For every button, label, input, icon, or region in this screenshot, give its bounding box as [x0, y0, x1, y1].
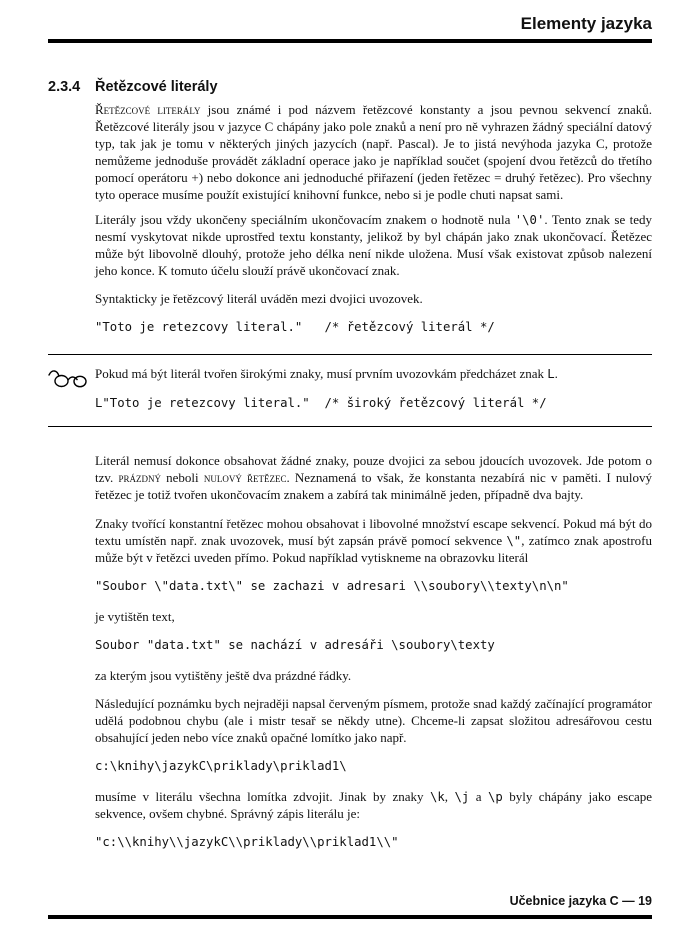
paragraph-5 [95, 516, 652, 567]
inline-code: \p [487, 790, 503, 805]
inline-code: '\0' [514, 212, 545, 227]
code-listing-escape-example: "Soubor \"data.txt\" se zachazi v adresari \\soubory\\texty\n\n" [95, 578, 569, 593]
paragraph-1 [95, 102, 652, 203]
note-text-segment: . [554, 366, 558, 382]
section-heading [48, 79, 652, 95]
paragraph-text: . Neznamená to však, že konstanta nezabírá nic v paměti. I nulový řetězec je totiž tvořen ukončovacím znakem a zabírá tak minimálně jeden, případně dva bajty. [95, 470, 653, 503]
inline-code: L [547, 367, 555, 382]
glasses-icon [48, 376, 88, 393]
paragraph-2 [95, 212, 652, 280]
body-column-bottom [95, 453, 652, 851]
note-text [95, 366, 652, 383]
smallcaps-term: nulový řetězec [203, 470, 287, 486]
page-footer [48, 894, 652, 919]
paragraph-text: Literály jsou vždy ukončeny speciálním ukončovacím znakem o hodnotě nula [95, 211, 515, 227]
paragraph-text: byly chápány jako escape sekvence, ovšem chybné. Správný zápis literálu je: [95, 789, 653, 822]
code-listing-correct-path: "c:\\knihy\\jazykC\\priklady\\priklad1\\" [95, 834, 399, 849]
note-icon-cell [48, 366, 95, 414]
paragraph-text: a [469, 789, 488, 805]
paragraph-text: , zatímco znak apostrofu může být v řetězci uveden přímo. Pokud například vytiskneme na obrazovku literál [95, 532, 652, 565]
paragraph-3: Syntakticky je řetězcový literál uváděn mezi dvojici uvozovek. [95, 291, 423, 307]
note-block [48, 354, 652, 427]
paragraph-6: je vytištěn text, [95, 608, 175, 624]
code-listing-printed-output: Soubor "data.txt" se nachází v adresáři \soubory\texty [95, 637, 495, 652]
section-number: 2.3.4 [48, 79, 81, 96]
smallcaps-term: Řetězcové literály [95, 102, 201, 118]
note-body [95, 366, 652, 414]
footer-rule [48, 915, 652, 919]
paragraph-text: . Tento znak se tedy nesmí vyskytovat nikde uprostřed textu konstanty, jelikož by byl chápán jako znak ukončovací. Řetězec může být libovolně dlouhý, protože jeho délka není nikde uložena. Musí však existovat způsob nalezení jeho konce. K tomuto účelu slouží právě ukončovací znak. [95, 211, 652, 278]
footer-text: Učebnice jazyka C — 19 [509, 894, 652, 908]
inline-code: \j [454, 790, 470, 805]
paragraph-4 [95, 453, 652, 504]
inline-code: \" [506, 533, 522, 548]
code-listing-string-literal: "Toto je retezcovy literal." /* řetězcový literál */ [95, 320, 495, 335]
paragraph-text: jsou známé i pod názvem řetězcové konstanty a jsou pevnou sekvencí znaků. Řetězcové literály jsou v jazyce C chápány jako pole znaků a není pro ně vyhrazen žádný speciální datový typ, tak jak je tomu v některých jiných jazycích (např. Pascal). Je to jistá nevýhoda jazyka C, protože nemůžeme jednoduše provádět základní operace jako je například součet (spojení dvou řetězců do třetího pomocí operátoru +) nebo dokonce ani jednoduché přiřazení (jeden řetězec = druhý řetězec). Pro všechny tyto operace musíme použít existující knihovní funkce, nebo si je podle chuti napsat sami. [95, 102, 653, 202]
section-title: Řetězcové literály [95, 79, 218, 96]
paragraph-9 [95, 789, 652, 823]
paragraph-7: za kterým jsou vytištěny ještě dva prázdné řádky. [95, 667, 352, 683]
paragraph-text: Znaky tvořící konstantní řetězec mohou obsahovat i libovolné množství escape sekvencí. Pokud má být do textu umístěn např. znak uvozovek, musí být zapsán právě pomocí sekvence [95, 515, 652, 548]
note-text-segment: Pokud má být literál tvořen širokými znaky, musí prvním uvozovkám předcházet znak [95, 366, 548, 382]
paragraph-8: Následující poznámku bych nejraději napsal červeným písmem, protože snad každý začínající programátor udělá podobnou chybu (ale i mistr tesař se někdy utne). Chceme-li zapsat složitou adresářovou cestu obsahující jeden nebo více znaků opačné lomítko jako např. [95, 696, 652, 746]
paragraph-text: neboli [160, 470, 204, 486]
inline-code: \k [429, 790, 445, 805]
paragraph-text: Literál nemusí dokonce obsahovat žádné znaky, pouze dvojici za sebou jdoucích uvozovek. Jde potom o tzv. [95, 453, 652, 486]
running-head: Elementy jazyka [520, 14, 652, 33]
header-rule [48, 39, 652, 43]
paragraph-text: , [444, 789, 455, 805]
code-listing-path: c:\knihy\jazykC\priklady\priklad1\ [95, 759, 347, 774]
code-listing-wide-literal: L"Toto je retezcovy literal." /* široký řetězcový literál */ [95, 396, 547, 411]
page-header [48, 14, 652, 43]
paragraph-text: musíme v literálu všechna lomítka zdvojit. Jinak by znaky [95, 789, 430, 805]
smallcaps-term: prázdný [118, 470, 161, 486]
body-column-top [95, 102, 652, 336]
